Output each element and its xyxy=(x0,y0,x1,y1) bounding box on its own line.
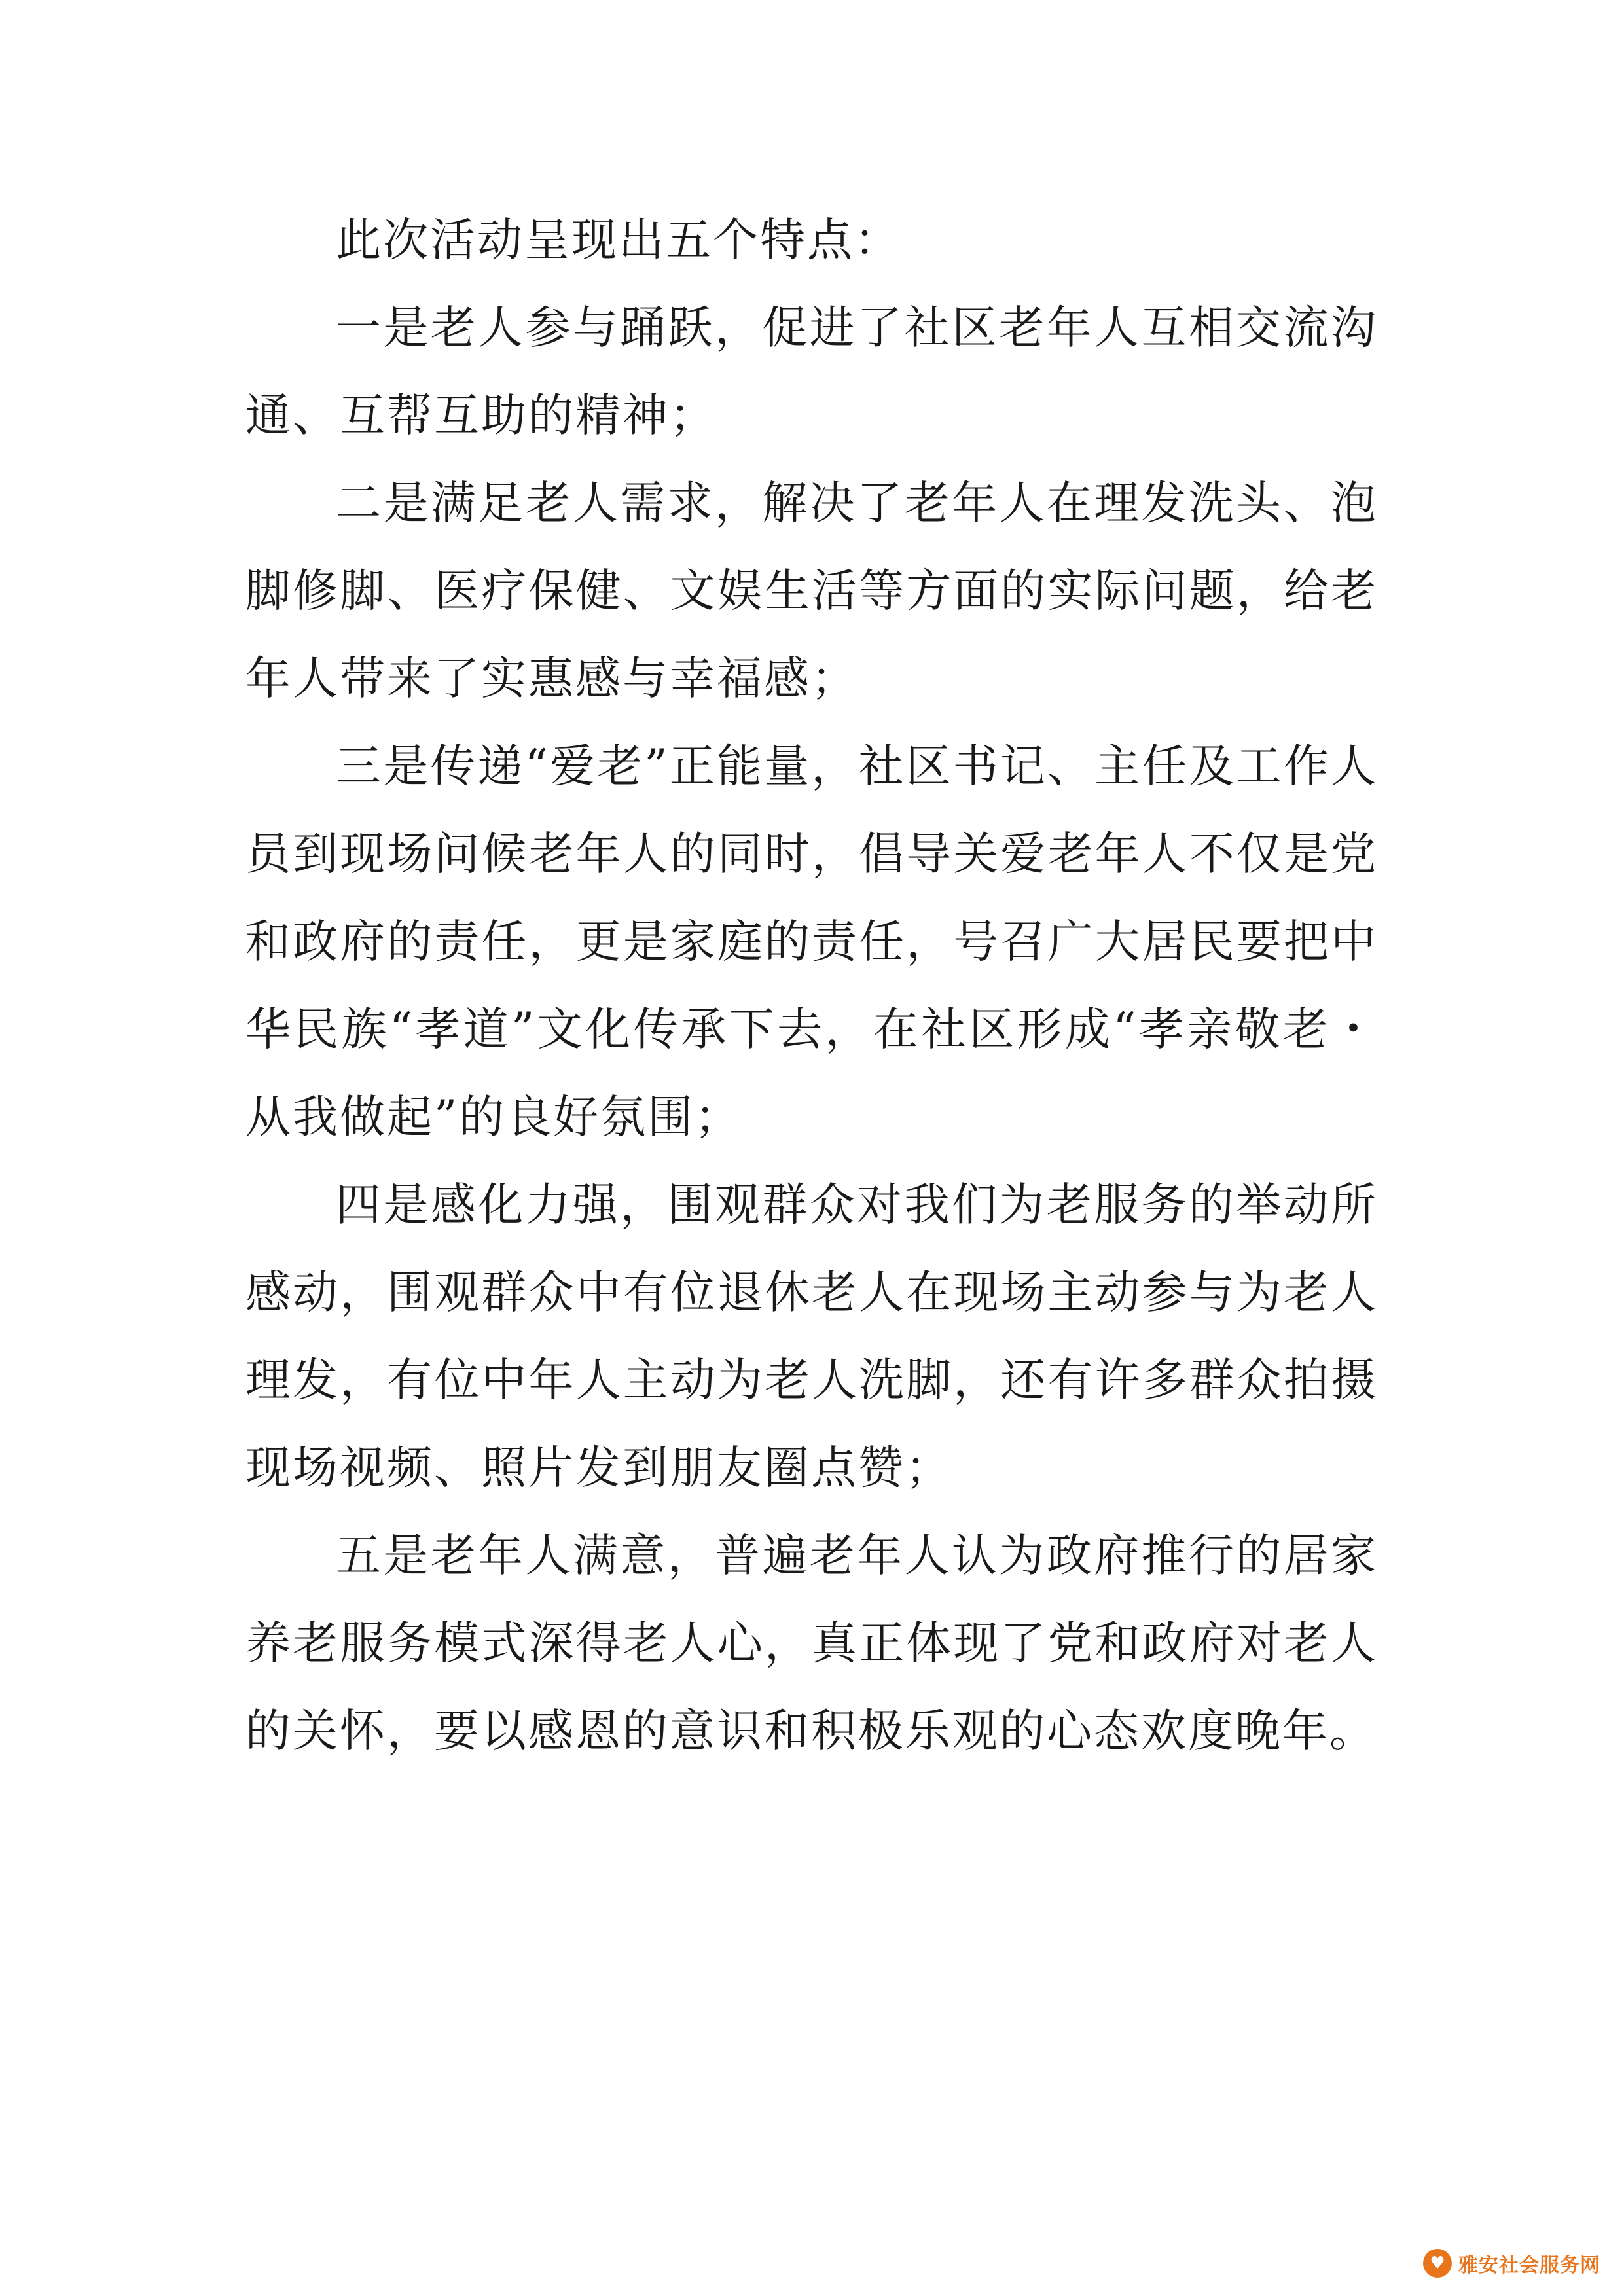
paragraph-point-5: 五是老年人满意，普遍老年人认为政府推行的居家养老服务模式深得老人心，真正体现了党和政府对老人的关怀，要以感恩的意识和积极乐观的心态欢度晚年。 xyxy=(245,1530,1378,1757)
site-watermark xyxy=(1423,2249,1600,2278)
heart-logo-icon: ♥ xyxy=(1423,2249,1452,2278)
paragraph-point-1: 一是老人参与踊跃，促进了社区老年人互相交流沟通、互帮互助的精神； xyxy=(245,302,1378,442)
watermark-text: 雅安社会服务网 xyxy=(1458,2254,1600,2277)
paragraph-point-4: 四是感化力强，围观群众对我们为老服务的举动所感动，围观群众中有位退休老人在现场主动参与为老人理发，有位中年人主动为老人洗脚，还有许多群众拍摄现场视频、照片发到朋友圈点赞； xyxy=(245,1179,1378,1494)
paragraph-intro: 此次活动呈现出五个特点： xyxy=(336,214,901,266)
document-body xyxy=(245,196,1378,1775)
paragraph-point-3: 三是传递“爱老”正能量，社区书记、主任及工作人员到现场问候老年人的同时，倡导关爱老年人不仅是党和政府的责任，更是家庭的责任，号召广大居民要把中华民族“孝道”文化传承下去，在社区形成“孝亲敬老・从我做起”的良好氛围； xyxy=(245,740,1378,1143)
paragraph-point-2: 二是满足老人需求，解决了老年人在理发洗头、泡脚修脚、医疗保健、文娱生活等方面的实际问题，给老年人带来了实惠感与幸福感； xyxy=(245,477,1378,705)
